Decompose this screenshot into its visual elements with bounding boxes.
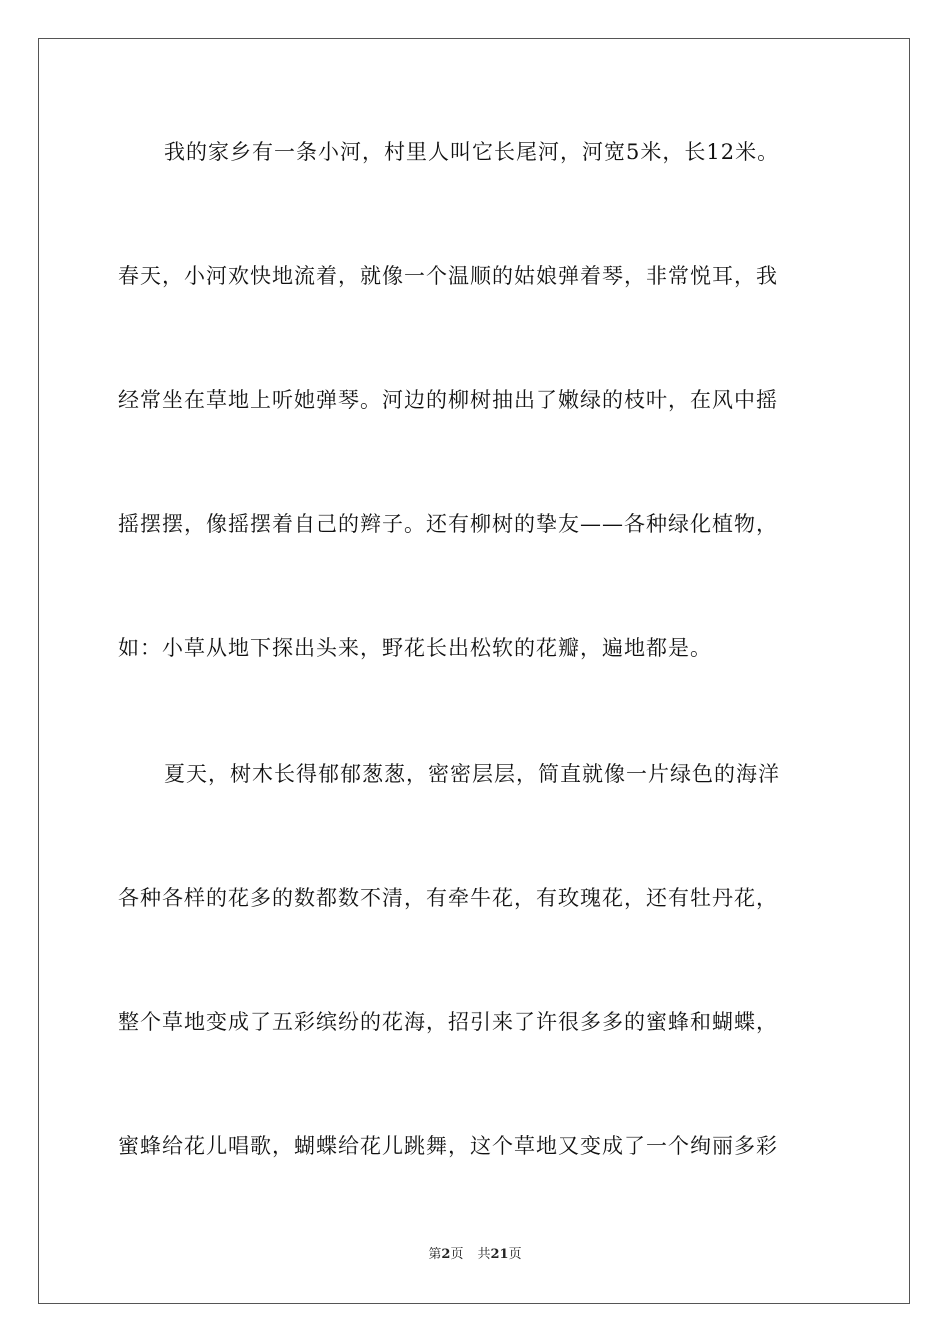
page-footer <box>0 1246 950 1264</box>
page-suffix: 页 <box>450 1247 464 1262</box>
paragraph-2-line-3: 摇摆摆，像摇摆着自己的辫子。还有柳树的挚友——各种绿化植物， <box>118 512 778 536</box>
paragraph-2-line-2: 经常坐在草地上听她弹琴。河边的柳树抽出了嫩绿的枝叶，在风中摇 <box>118 388 778 412</box>
total-suffix: 页 <box>508 1247 522 1262</box>
paragraph-3-line-4: 蜜蜂给花儿唱歌，蝴蝶给花儿跳舞，这个草地又变成了一个绚丽多彩 <box>118 1134 778 1158</box>
page-number: 2 <box>441 1247 451 1262</box>
paragraph-1-line-1: 我的家乡有一条小河，村里人叫它长尾河，河宽5米，长12米。 <box>164 140 780 164</box>
page-prefix: 第 <box>428 1247 442 1262</box>
paragraph-2-line-4: 如：小草从地下探出头来，野花长出松软的花瓣，遍地都是。 <box>118 636 712 660</box>
paragraph-3-line-3: 整个草地变成了五彩缤纷的花海，招引来了许很多多的蜜蜂和蝴蝶， <box>118 1010 778 1034</box>
paragraph-2-line-1: 春天，小河欢快地流着，就像一个温顺的姑娘弹着琴，非常悦耳，我 <box>118 264 778 288</box>
page-border <box>38 38 910 1304</box>
total-pages: 21 <box>490 1247 509 1262</box>
paragraph-3-line-1: 夏天，树木长得郁郁葱葱，密密层层，简直就像一片绿色的海洋 <box>164 762 780 786</box>
total-prefix: 共 <box>477 1247 491 1262</box>
paragraph-3-line-2: 各种各样的花多的数都数不清，有牵牛花，有玫瑰花，还有牡丹花， <box>118 886 778 910</box>
